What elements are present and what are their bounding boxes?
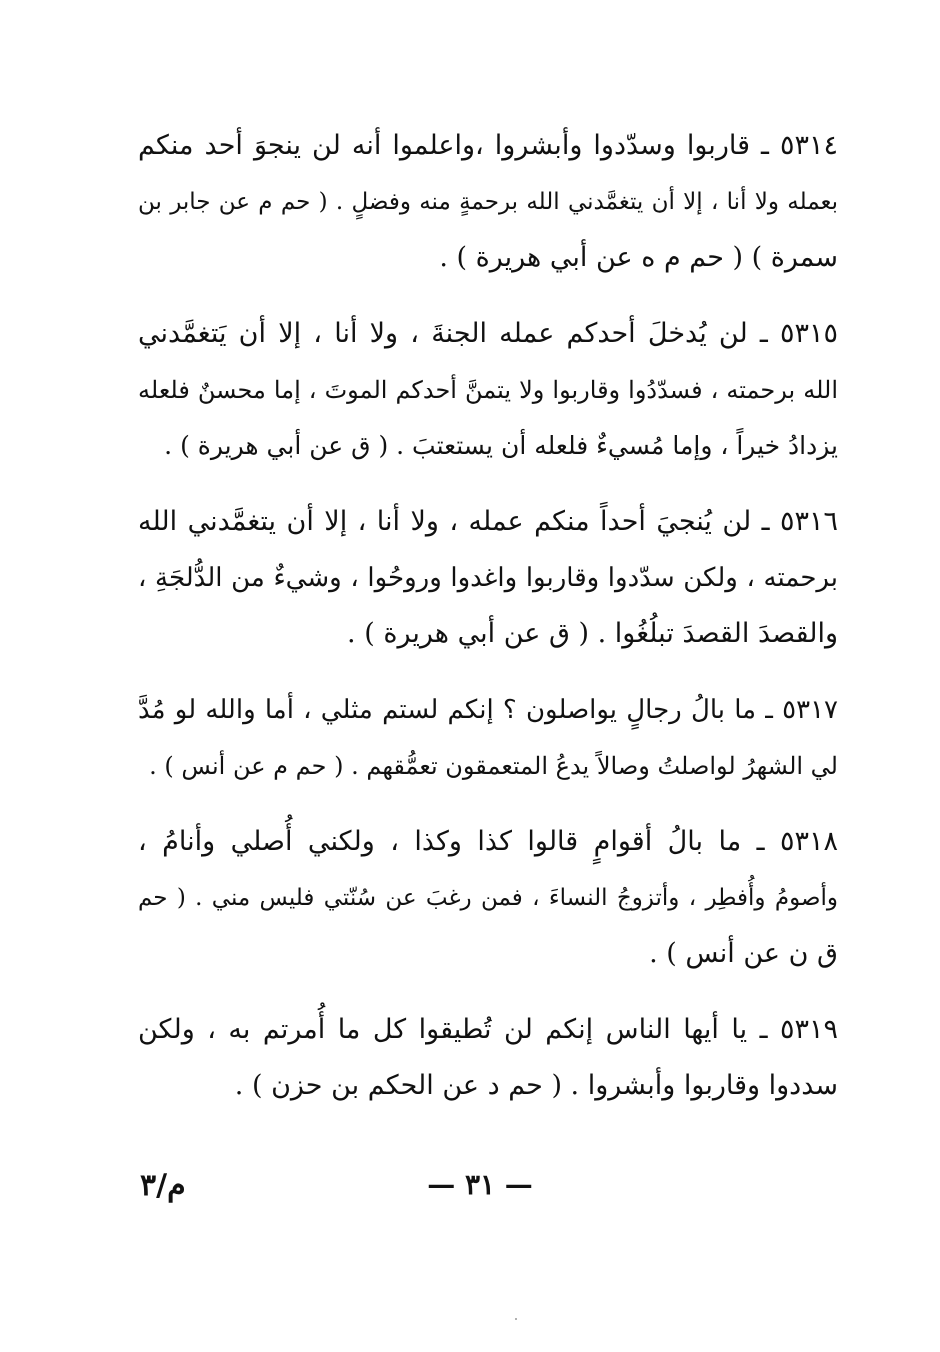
text-line: والقصدَ القصدَ تبلُغُوا . ( ق عن أبي هريرة ) .	[347, 618, 838, 649]
text-line: ٥٣١٧ ـ ما بالُ رجالٍ يواصلون ؟ إنكم لستم مثلي ، أما والله لو مُدَّ	[138, 695, 838, 725]
hadith-entry	[138, 1002, 838, 1114]
hadith-text-block	[138, 118, 838, 1134]
hadith-entry	[138, 814, 838, 982]
text-line: ٥٣١٤ ـ قاربوا وسدّدوا وأبشروا ،واعلموا أنه لن ينجوَ أحد منكم	[138, 130, 838, 161]
text-line: وأصومُ وأُفطِر ، وأتزوجُ النساءَ ، فمن رغبَ عن سُنّتي فليس مني . ( حم	[138, 885, 838, 911]
signature-mark: م/٣	[140, 1168, 186, 1203]
text-line: سمرة ) ( حم م ه عن أبي هريرة ) .	[439, 242, 838, 273]
text-line: برحمته ، ولكن سدّدوا وقاربوا واغدوا وروحُوا ، وشيءٌ من الدُّلجَةِ ،	[138, 563, 838, 593]
text-line: الله برحمته ، فسدّدُوا وقاربوا ولا يتمنَّ أحدكم الموتَ ، إما محسنٌ فلعله	[138, 376, 838, 404]
text-line: بعمله ولا أنا ، إلا أن يتغمَّدني الله برحمةٍ منه وفضلٍ . ( حم م عن جابر بن	[138, 189, 838, 215]
hadith-entry	[138, 306, 838, 474]
text-line: ٥٣١٩ ـ يا أيها الناس إنكم لن تُطيقوا كل ما أُمرتم به ، ولكن	[138, 1014, 838, 1045]
text-line: يزدادُ خيراً ، وإما مُسيءٌ فلعله أن يستعتبَ . ( ق عن أبي هريرة ) .	[164, 431, 838, 460]
hadith-entry	[138, 494, 838, 662]
text-line: ق ن عن أنس ) .	[649, 938, 838, 969]
text-line: ٥٣١٥ ـ لن يُدخلَ أحدكم عمله الجنةَ ، ولا أنا ، إلا أن يَتغمَّدني	[138, 318, 838, 349]
speck-mark	[515, 1318, 517, 1320]
text-line: لي الشهرُ لواصلتُ وصالاً يدعُ المتعمقون تعمُّقهم . ( حم م عن أنس ) .	[149, 752, 838, 780]
page-number: — ٣١ —	[427, 1168, 533, 1201]
text-line: ٥٣١٨ ـ ما بالُ أقوامٍ قالوا كذا وكذا ، ولكني أُصلي وأنامُ ،	[138, 826, 838, 857]
hadith-entry	[138, 118, 838, 286]
text-line: سددوا وقاربوا وأبشروا . ( حم د عن الحكم بن حزن ) .	[234, 1070, 838, 1101]
hadith-entry	[138, 682, 838, 794]
text-line: ٥٣١٦ ـ لن يُنجيَ أحداً منكم عمله ، ولا أنا ، إلا أن يتغمَّدني الله	[138, 506, 838, 537]
page-footer	[0, 1168, 940, 1218]
